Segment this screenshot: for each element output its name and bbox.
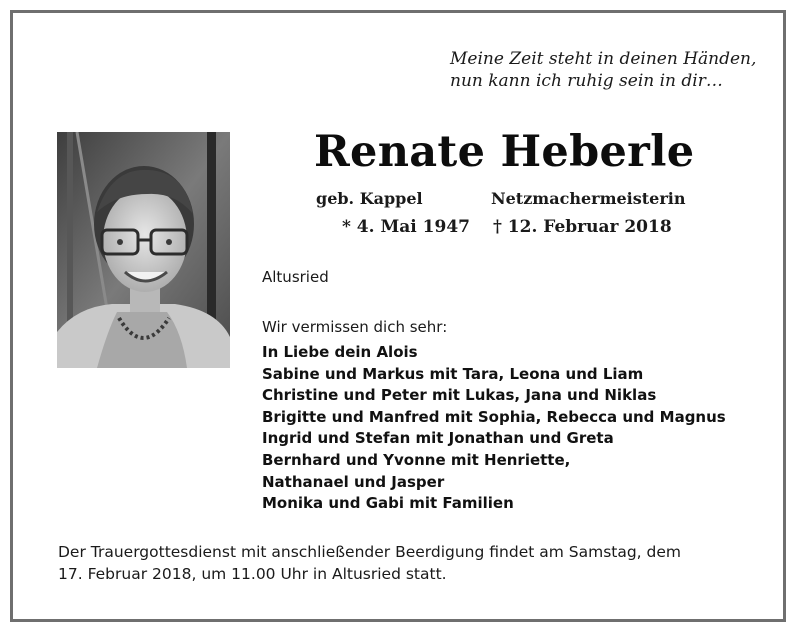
verse-line-1: Meine Zeit steht in deinen Händen, bbox=[450, 49, 757, 69]
service-notice bbox=[58, 541, 778, 585]
mourners-intro: Wir vermissen dich sehr: bbox=[262, 318, 448, 336]
mourner-line: Bernhard und Yvonne mit Henriette, bbox=[262, 450, 571, 469]
mourner-line: Nathanael und Jasper bbox=[262, 472, 445, 491]
mourner-line: Monika und Gabi mit Familien bbox=[262, 494, 514, 513]
mourner-line: In Liebe dein Alois bbox=[262, 343, 418, 361]
mourner-line: Sabine und Markus mit Tara, Leona und Liam bbox=[262, 364, 644, 383]
death-date: † 12. Februar 2018 bbox=[493, 217, 672, 237]
mourner-line: Christine und Peter mit Lukas, Jana und Niklas bbox=[262, 386, 657, 405]
verse-line-2: nun kann ich ruhig sein in dir… bbox=[450, 71, 723, 91]
service-notice-line-1: Der Trauergottesdienst mit anschließender Beerdigung findet am Samstag, dem bbox=[58, 543, 682, 561]
service-notice-line-2: 17. Februar 2018, um 11.00 Uhr in Altusried statt. bbox=[58, 565, 447, 583]
birth-date: * 4. Mai 1947 bbox=[342, 217, 470, 237]
mourners-list bbox=[262, 342, 726, 515]
verse bbox=[450, 48, 780, 92]
deceased-name: Renate Heberle bbox=[314, 127, 695, 177]
mourner-line: Brigitte und Manfred mit Sophia, Rebecca und Magnus bbox=[262, 407, 726, 426]
portrait-photo bbox=[57, 132, 230, 368]
profession: Netzmachermeisterin bbox=[491, 189, 686, 208]
town: Altusried bbox=[262, 268, 329, 286]
mourner-line: Ingrid und Stefan mit Jonathan und Greta bbox=[262, 429, 614, 448]
maiden-name: geb. Kappel bbox=[316, 189, 423, 208]
